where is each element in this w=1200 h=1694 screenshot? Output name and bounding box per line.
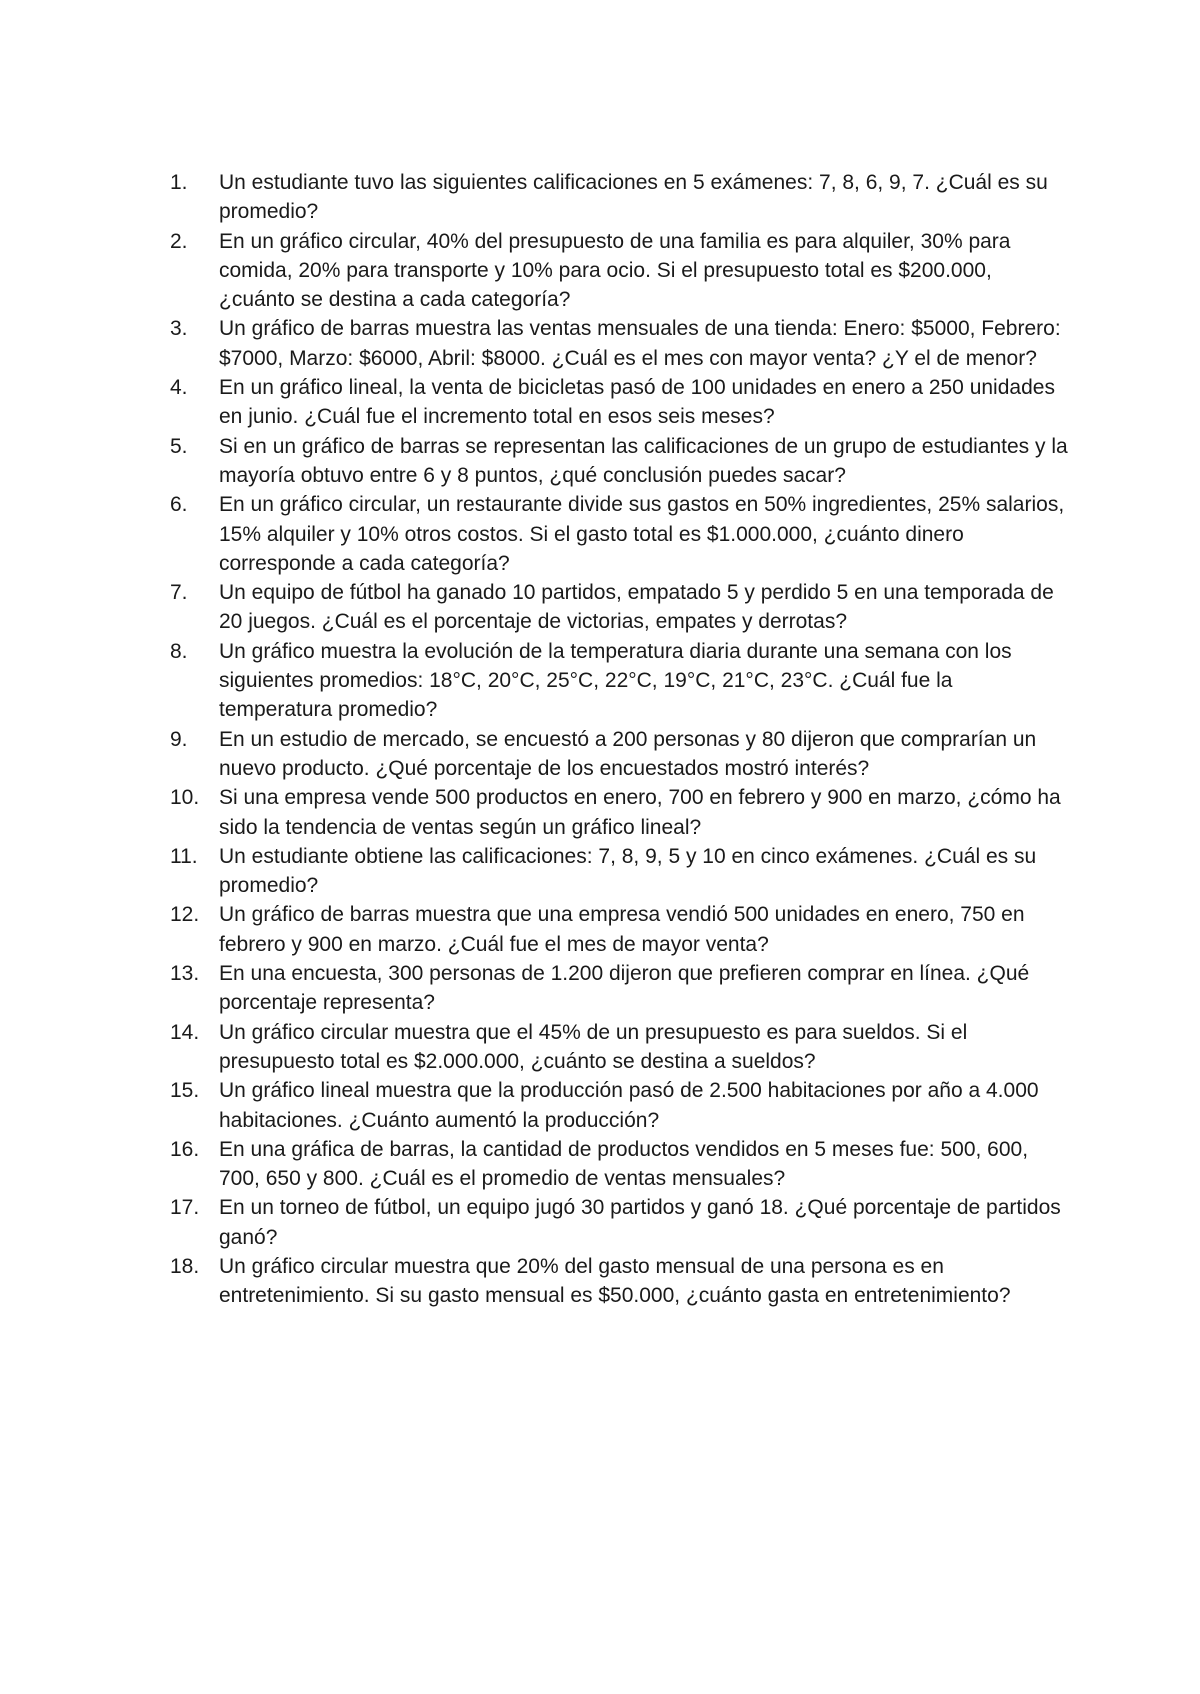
question-number: 18.: [170, 1254, 200, 1278]
question-text: Un equipo de fútbol ha ganado 10 partidos, empatado 5 y perdido 5 en una temporada de 20 juegos. ¿Cuál es el porcentaje de victorias, empates y derrotas?: [219, 581, 1054, 634]
question-item-8: [170, 637, 1070, 725]
question-item-9: [170, 725, 1070, 784]
question-item-17: [170, 1193, 1070, 1252]
question-number: 10.: [170, 786, 200, 810]
question-item-16: [170, 1135, 1070, 1194]
question-number: 7.: [170, 581, 188, 605]
question-item-6: [170, 490, 1070, 578]
question-text: Un estudiante tuvo las siguientes calificaciones en 5 exámenes: 7, 8, 6, 9, 7. ¿Cuál es su promedio?: [219, 171, 1048, 224]
question-number: 9.: [170, 727, 188, 751]
question-item-11: [170, 842, 1070, 901]
question-number: 1.: [170, 171, 188, 194]
question-text: En una gráfica de barras, la cantidad de productos vendidos en 5 meses fue: 500, 600, 700, 650 y 800. ¿Cuál es el promedio de ventas mensuales?: [219, 1137, 1029, 1191]
question-item-1: [170, 168, 1070, 227]
question-text: Si en un gráfico de barras se representan las calificaciones de un grupo de estudiantes y la mayoría obtuvo entre 6 y 8 puntos, ¿qué conclusión puedes sacar?: [219, 434, 1068, 487]
question-item-10: [170, 783, 1070, 842]
question-item-4: [170, 373, 1070, 432]
question-number: 4.: [170, 376, 188, 400]
question-text: Si una empresa vende 500 productos en enero, 700 en febrero y 900 en marzo, ¿cómo ha sido la tendencia de ventas según un gráfico lineal?: [219, 786, 1061, 839]
question-number: 12.: [170, 903, 200, 927]
question-number: 2.: [170, 229, 188, 253]
question-text: Un gráfico circular muestra que el 45% de un presupuesto es para sueldos. Si el presupuesto total es $2.000.000, ¿cuánto se destina a sueldos?: [219, 1020, 968, 1073]
question-text: Un estudiante obtiene las calificaciones: 7, 8, 9, 5 y 10 en cinco exámenes. ¿Cuál es su promedio?: [219, 844, 1037, 898]
question-item-5: [170, 432, 1070, 491]
question-item-2: [170, 227, 1070, 315]
question-text: Un gráfico circular muestra que 20% del gasto mensual de una persona es en entretenimiento. Si su gasto mensual es $50.000, ¿cuánto gasta en entretenimiento?: [219, 1254, 1011, 1308]
question-text: En un gráfico lineal, la venta de bicicletas pasó de 100 unidades en enero a 250 unidades en junio. ¿Cuál fue el incremento total en esos seis meses?: [219, 376, 1055, 429]
question-item-7: [170, 578, 1070, 637]
question-text: Un gráfico de barras muestra las ventas mensuales de una tienda: Enero: $5000, Febrero: $7000, Marzo: $6000, Abril: $8000. ¿Cuál es el mes con mayor venta? ¿Y el de menor?: [219, 317, 1061, 370]
question-number: 5.: [170, 434, 188, 458]
question-item-15: [170, 1076, 1070, 1135]
question-item-18: [170, 1252, 1070, 1311]
question-number: 15.: [170, 1079, 200, 1103]
question-number: 16.: [170, 1137, 200, 1161]
question-text: Un gráfico lineal muestra que la producción pasó de 2.500 habitaciones por año a 4.000 habitaciones. ¿Cuánto aumentó la producción?: [219, 1079, 1039, 1132]
question-item-14: [170, 1018, 1070, 1077]
question-number: 11.: [170, 844, 198, 868]
question-item-12: [170, 900, 1070, 959]
question-text: Un gráfico de barras muestra que una empresa vendió 500 unidades en enero, 750 en febrero y 900 en marzo. ¿Cuál fue el mes de mayor venta?: [219, 903, 1025, 956]
question-text: Un gráfico muestra la evolución de la temperatura diaria durante una semana con los siguientes promedios: 18°C, 20°C, 25°C, 22°C, 19°C, 21°C, 23°C. ¿Cuál fue la temperatura promedio?: [219, 639, 1012, 722]
question-item-3: [170, 314, 1070, 373]
question-text: En una encuesta, 300 personas de 1.200 dijeron que prefieren comprar en línea. ¿Qué porcentaje representa?: [219, 962, 1030, 1015]
question-text: En un torneo de fútbol, un equipo jugó 30 partidos y ganó 18. ¿Qué porcentaje de partidos ganó?: [219, 1196, 1061, 1249]
question-number: 6.: [170, 493, 188, 517]
question-number: 3.: [170, 317, 188, 341]
question-text: En un gráfico circular, un restaurante divide sus gastos en 50% ingredientes, 25% salarios, 15% alquiler y 10% otros costos. Si el gasto total es $1.000.000, ¿cuánto dinero corresponde a cada categoría?: [219, 493, 1065, 575]
question-number: 8.: [170, 639, 188, 663]
question-text: En un gráfico circular, 40% del presupuesto de una familia es para alquiler, 30% para comida, 20% para transporte y 10% para ocio. Si el presupuesto total es $200.000, ¿cuánto se destina a cada categoría?: [219, 229, 1011, 312]
question-item-13: [170, 959, 1070, 1018]
question-list: [170, 168, 1070, 1311]
question-number: 17.: [170, 1196, 200, 1220]
question-text: En un estudio de mercado, se encuestó a 200 personas y 80 dijeron que comprarían un nuevo producto. ¿Qué porcentaje de los encuestados mostró interés?: [219, 727, 1037, 780]
question-number: 14.: [170, 1020, 200, 1044]
question-number: 13.: [170, 962, 200, 986]
